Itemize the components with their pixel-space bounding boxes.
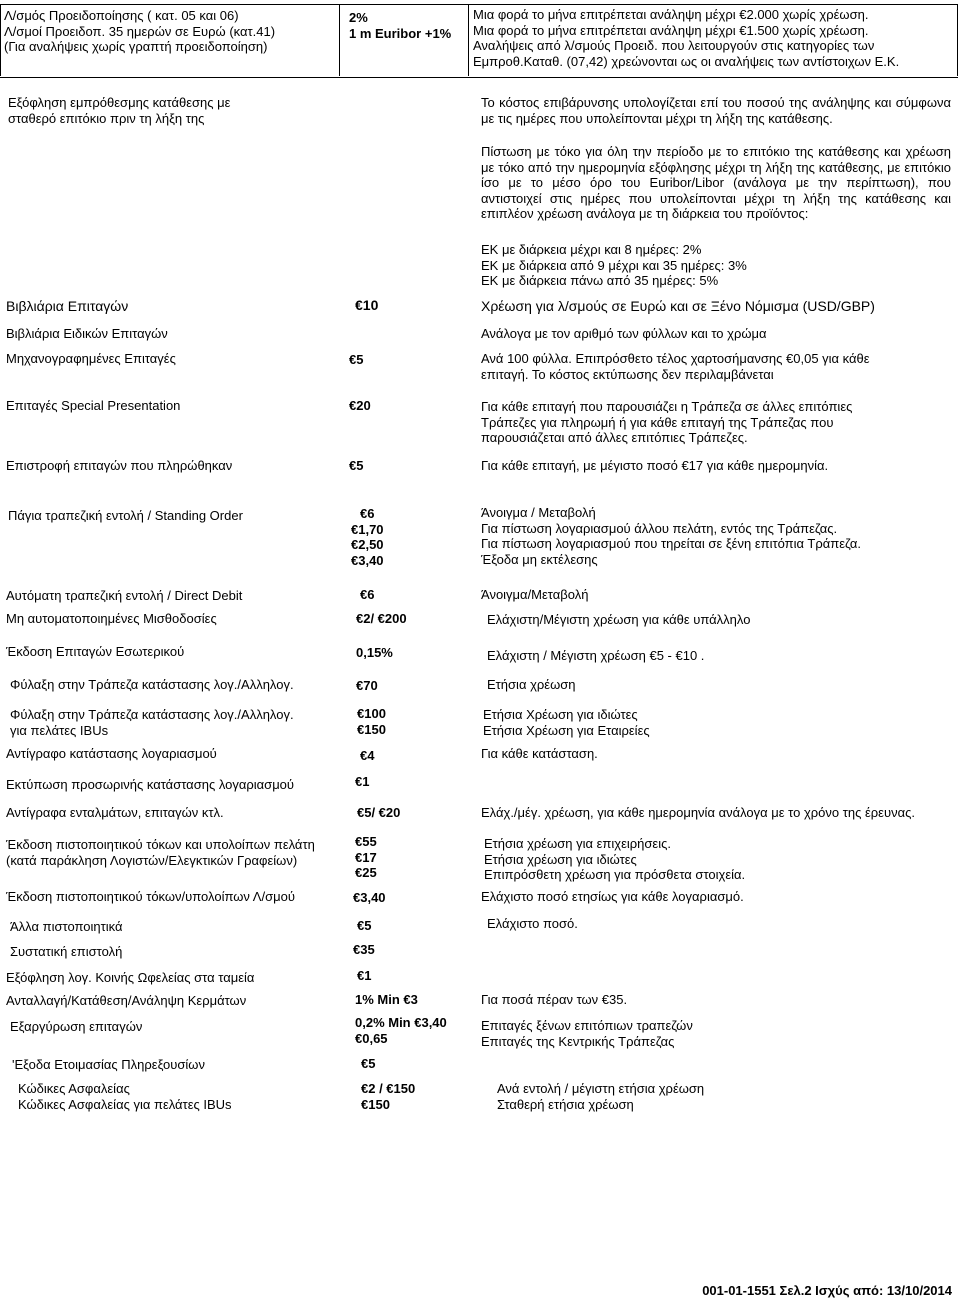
text-line: Μια φορά το μήνα επιτρέπεται ανάληψη μέχρι €2.000 χωρίς χρέωση. (473, 7, 869, 22)
fee-row-note: Για ποσά πέραν των €35. (481, 992, 628, 1007)
text-line: Επιταγές ξένων επιτόπιων τραπεζών (481, 1018, 693, 1033)
fee-line: €6 (360, 506, 375, 521)
fee-row-amount: €5 (361, 1056, 376, 1071)
notice-account-fee (349, 10, 451, 41)
fee-row-amount: €4 (360, 748, 375, 763)
text-line: επιταγή. Το κόστος εκτύπωσης δεν περιλαμβάνεται (481, 366, 774, 382)
fee-row-note: Για κάθε επιταγή, με μέγιστο ποσό €17 για κάθε ημερομηνία. (481, 458, 829, 473)
fee-row-amount-list (357, 706, 386, 737)
text-line: Κώδικες Ασφαλείας (18, 1081, 130, 1096)
fee-row-amount-list (355, 1015, 447, 1046)
text-line: Για πίστωση λογαριασμού άλλου πελάτη, εντός της Τράπεζας. (481, 520, 838, 536)
fee-row-label: Αντίγραφα ενταλμάτων, επιταγών κτλ. (6, 805, 224, 820)
fee-row-amount: €10 (355, 297, 379, 313)
text-line: για πελάτες IBUs (10, 722, 109, 738)
fee-row-label: Εξόφληση λογ. Κοινής Ωφελείας στα ταμεία (6, 970, 255, 985)
early-repayment-tiers (481, 242, 747, 289)
fee-row-label: Βιβλιάρια Επιταγών (6, 298, 129, 314)
table-divider-2 (468, 4, 469, 76)
fee-line: €0,65 (355, 1030, 388, 1046)
fee-row-amount: €6 (360, 587, 375, 602)
fee-line: €150 (357, 721, 386, 737)
fee-row-amount: €3,40 (353, 890, 386, 905)
text-line: (κατά παράκληση Λογιστών/Ελεγκτικών Γραφείων) (6, 852, 298, 868)
text-line: Λ/σμός Προειδοποίησης ( κατ. 05 και 06) (4, 8, 239, 23)
fee-line: €1,70 (351, 521, 384, 537)
table-border-right (957, 4, 958, 76)
fee-row-note: Χρέωση για λ/σμούς σε Ευρώ και σε Ξένο Νόμισμα (USD/GBP) (481, 298, 875, 314)
early-repayment-note: Το κόστος επιβάρυνσης υπολογίζεται επί του ποσού της ανάληψης και σύμφωνα με τις ημέρες που υπολείπονται μέχρι τη λήξη της κατάθεσης. (481, 95, 951, 126)
fee-row-amount: 0,15% (356, 645, 393, 660)
text-line: Λ/σμοί Προειδοπ. 35 ημερών σε Ευρώ (κατ.41) (4, 23, 276, 39)
notice-account-label (4, 8, 275, 55)
text-line: Ανά εντολή / μέγιστη ετήσια χρέωση (497, 1081, 705, 1096)
fee-line: €17 (355, 849, 377, 865)
fee-row-note: Για κάθε κατάσταση. (481, 746, 598, 761)
fee-line: €25 (355, 865, 377, 880)
text-line: Ανά 100 φύλλα. Επιπρόσθετο τέλος χαρτοσήμανσης €0,05 για κάθε (481, 351, 870, 366)
fee-row-amount: €70 (356, 678, 378, 693)
fee-row-amount: €1 (357, 968, 372, 983)
text-line: Εξόφληση εμπρόθεσμης κατάθεσης με (8, 95, 231, 110)
text-line: 2% (349, 10, 368, 25)
text-line: Επιταγές της Κεντρικής Τράπεζας (481, 1033, 675, 1049)
fee-line: €3,40 (351, 552, 384, 568)
text-line: Ετήσια Χρέωση για ιδιώτες (483, 707, 638, 722)
text-line: Σταθερή ετήσια χρέωση (497, 1096, 634, 1112)
text-line: Έκδοση πιστοποιητικού τόκων και υπολοίπων πελάτη (6, 837, 315, 852)
fee-row-amount-list (355, 834, 377, 881)
text-line: Αναλήψεις από λ/σμούς Προειδ. που λειτουργούν στις κατηγορίες των (473, 38, 875, 53)
fee-row-note (483, 707, 650, 738)
fee-row-note (481, 1018, 693, 1049)
fee-row-label: Έκδοση πιστοποιητικού τόκων/υπολοίπων Λ/σμού (6, 889, 295, 904)
text-line: παρουσιάζεται από άλλες επιτόπιες Τράπεζες. (481, 430, 748, 445)
fee-row-note (481, 505, 861, 567)
tier-line: ΕΚ με διάρκεια πάνω από 35 ημέρες: 5% (481, 273, 719, 288)
fee-row-amount: €20 (349, 398, 371, 413)
text-line: 1 m Euribor +1% (349, 25, 452, 41)
text-line: (Για αναλήψεις χωρίς γραπτή προειδοποίηση) (4, 39, 268, 54)
text-line: Φύλαξη στην Τράπεζα κατάστασης λογ./Αλληλογ. (10, 707, 294, 722)
text-line: Ετήσια χρέωση για επιχειρήσεις. (484, 836, 671, 851)
fee-row-label: Μη αυτοματοποιημένες Μισθοδοσίες (6, 611, 217, 626)
table-divider-1 (339, 4, 340, 76)
tier-line: ΕΚ με διάρκεια από 9 μέχρι και 35 ημέρες: 3% (481, 257, 747, 273)
fee-row-note (484, 836, 745, 883)
table-border-left (0, 4, 1, 76)
fee-line: 0,2% Min €3,40 (355, 1015, 447, 1030)
fee-row-label: Βιβλιάρια Ειδικών Επιταγών (6, 326, 168, 341)
text-line: Τράπεζες για πληρωμή ή για κάθε επιταγή της Τράπεζας που (481, 414, 834, 430)
fee-row-label: Έκδοση Επιταγών Εσωτερικού (6, 644, 185, 659)
fee-row-note: Ελάχιστο ποσό. (487, 916, 578, 931)
text-line: Εμπροθ.Καταθ. (07,42) χρεώνονται ως οι αναλήψεις των αντίστοιχων Ε.Κ. (473, 53, 900, 69)
text-line: Έξοδα μη εκτέλεσης (481, 551, 598, 567)
fee-row-amount: €5 (349, 352, 364, 367)
fee-line: €100 (357, 706, 386, 721)
text-line: Κώδικες Ασφαλείας για πελάτες IBUs (18, 1096, 232, 1112)
fee-row-label: Εξαργύρωση επιταγών (10, 1019, 143, 1034)
text-line: Για πίστωση λογαριασμού που τηρείται σε ξένη επιτόπια Τράπεζα. (481, 536, 862, 551)
fee-row-note: Ετήσια χρέωση (487, 677, 576, 692)
fee-row-note: Ελάχ./μέγ. χρέωση, για κάθε ημερομηνία ανάλογα με το χρόνο της έρευνας. (481, 805, 915, 820)
fee-row-label: Εκτύπωση προσωρινής κατάστασης λογαριασμού (6, 777, 295, 792)
fee-line: €55 (355, 834, 377, 849)
text-line: Μια φορά το μήνα επιτρέπεται ανάληψη μέχρι €1.500 χωρίς χρέωση. (473, 22, 869, 38)
fee-line: €2 / €150 (361, 1081, 416, 1096)
fee-row-amount: €5 (357, 918, 372, 933)
fee-row-note: Ελάχιστη/Μέγιστη χρέωση για κάθε υπάλληλο (487, 612, 751, 627)
fee-row-note: Ελάχιστο ποσό ετησίως για κάθε λογαριασμό. (481, 889, 744, 904)
fee-row-amount-list (361, 1081, 415, 1112)
fee-row-amount: €5/ €20 (357, 805, 401, 820)
fee-row-label: Φύλαξη στην Τράπεζα κατάστασης λογ./Αλληλογ. (10, 677, 294, 692)
fee-row-label: Αντίγραφο κατάστασης λογαριασμού (6, 746, 217, 761)
fee-row-label: Συστατική επιστολή (10, 944, 123, 959)
fee-row-note (481, 399, 852, 446)
tier-line: ΕΚ με διάρκεια μέχρι και 8 ημέρες: 2% (481, 242, 702, 257)
fee-row-amount: 1% Min €3 (355, 992, 418, 1007)
text-line: σταθερό επιτόκιο πριν τη λήξη της (8, 110, 205, 126)
early-repayment-detail: Πίστωση με τόκο για όλη την περίοδο με το επιτόκιο της κατάθεσης και χρέωση με τόκο από την ημερομηνία εξόφλησης μέχρι τη λήξη της κατάθεσης, με επιτόκιο ίσο με το μέσο όρο του Euribor/Libor (ανάλογα με την περίπτωση), που αντιστοιχεί στις ημέρες που υπολείπονται μέχρι τη λήξη της κατάθεσης και επιπλέον χρέωση ανάλογα με τη διάρκεια του προϊόντος: (481, 144, 951, 221)
fee-row-label: Αυτόματη τραπεζική εντολή / Direct Debit (6, 588, 243, 603)
fee-row-label: Πάγια τραπεζική εντολή / Standing Order (8, 508, 243, 523)
fee-row-label: Μηχανογραφημένες Επιταγές (6, 351, 176, 366)
text-line: Άνοιγμα / Μεταβολή (481, 505, 596, 520)
text-line: Ετήσια Χρέωση για Εταιρείες (483, 722, 650, 738)
fee-line: €2,50 (351, 537, 384, 552)
fee-row-amount: €35 (353, 942, 375, 957)
fee-row-note: Ανάλογα με τον αριθμό των φύλλων και το χρώμα (481, 326, 767, 341)
fee-row-label: 'Εξοδα Ετοιμασίας Πληρεξουσίων (12, 1057, 205, 1072)
fee-row-amount: €1 (355, 774, 370, 789)
notice-account-note (473, 7, 899, 69)
fee-row-label: Επιστροφή επιταγών που πληρώθηκαν (6, 458, 233, 473)
text-line: Για κάθε επιταγή που παρουσιάζει η Τράπεζα σε άλλες επιτόπιες (481, 399, 853, 414)
fee-row-label: Άλλα πιστοποιητικά (10, 919, 123, 934)
fee-row-label: Επιταγές Special Presentation (6, 398, 181, 413)
fee-row-note: Άνοιγμα/Μεταβολή (481, 587, 589, 602)
fee-row-note (481, 351, 870, 382)
fee-row-label (18, 1081, 232, 1112)
fee-row-note (497, 1081, 704, 1112)
text-line: Ετήσια χρέωση για ιδιώτες (484, 851, 637, 867)
fee-row-amount: €5 (349, 458, 364, 473)
text-line: Επιπρόσθετη χρέωση για πρόσθετα στοιχεία. (484, 867, 746, 882)
fee-row-amount: €2/ €200 (356, 611, 407, 626)
page-footer: 001-01-1551 Σελ.2 Ισχύς από: 13/10/2014 (702, 1283, 952, 1298)
fee-row-label (6, 837, 315, 868)
fee-row-label (10, 707, 294, 738)
fee-row-label: Ανταλλαγή/Κατάθεση/Ανάληψη Κερμάτων (6, 993, 247, 1008)
early-repayment-label (8, 95, 230, 126)
fee-line: €150 (361, 1096, 390, 1112)
fee-row-note: Ελάχιστη / Μέγιστη χρέωση €5 - €10 . (487, 648, 705, 663)
fee-row-amount-list (351, 506, 384, 568)
